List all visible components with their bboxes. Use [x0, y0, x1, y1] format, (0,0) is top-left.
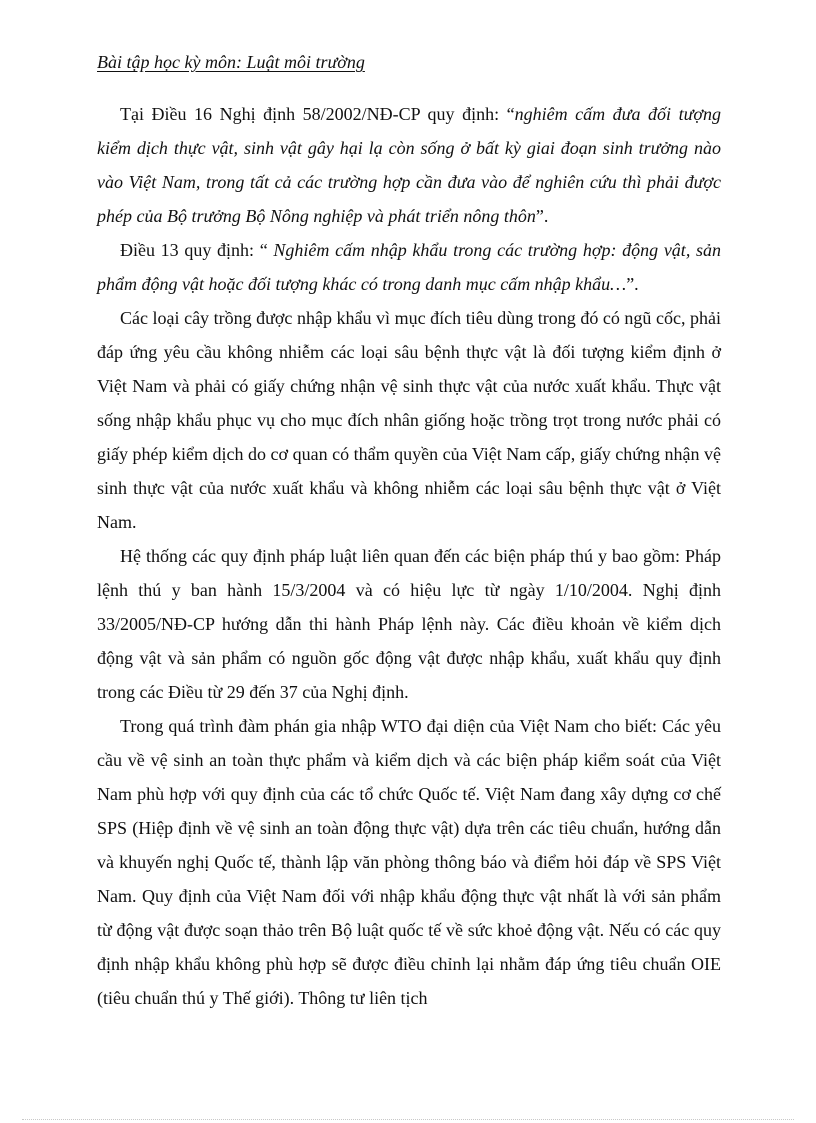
paragraph-text: ”. [535, 206, 549, 226]
paragraph-text: Trong quá trình đàm phán gia nhập WTO đại diện của Việt Nam cho biết: Các yêu cầu về vệ sinh an toàn thực phẩm và kiểm dịch và các biện pháp kiểm soát của Việt Nam phù hợp với quy định của các tổ chức Quốc tế. Việt Nam đang xây dựng cơ chế SPS (Hiệp định về vệ sinh an toàn động thực vật) dựa trên các tiêu chuẩn, hướng dẫn và khuyến nghị Quốc tế, thành lập văn phòng thông báo và điểm hỏi đáp về SPS Việt Nam. Quy định của Việt Nam đối với nhập khẩu động thực vật nhất là với sản phẩm từ động vật được soạn thảo trên Bộ luật quốc tế về sức khoẻ động vật. Nếu có các quy định nhập khẩu không phù hợp sẽ được điều chỉnh lại nhằm đáp ứng tiêu chuẩn OIE (tiêu chuẩn thú y Thế giới). Thông tư liên tịch [97, 716, 721, 1008]
paragraph-text: Hệ thống các quy định pháp luật liên quan đến các biện pháp thú y bao gồm: Pháp lệnh thú y ban hành 15/3/2004 và có hiệu lực từ ngày 1/10/2004. Nghị định 33/2005/NĐ-CP hướng dẫn thi hành Pháp lệnh này. Các điều khoản về kiểm dịch động vật và sản phẩm có nguồn gốc động vật được nhập khẩu, xuất khẩu quy định trong các Điều từ 29 đến 37 của Nghị định. [97, 546, 721, 702]
paragraph-wto-negotiation [97, 709, 721, 1015]
paragraph-text: Điều 13 quy định: “ [120, 240, 274, 260]
paragraph-article-13 [97, 233, 721, 301]
quoted-provision: Nghiêm cấm nhập khẩu trong các trường hợp: động vật, sản phẩm động vật hoặc đối tượng khác có trong danh mục cấm nhập khẩu… [97, 240, 721, 294]
paragraph-veterinary-measures [97, 539, 721, 709]
page-bottom-border [22, 1119, 794, 1120]
document-body [97, 97, 721, 1015]
paragraph-text: ”. [626, 274, 639, 294]
paragraph-text: Các loại cây trồng được nhập khẩu vì mục đích tiêu dùng trong đó có ngũ cốc, phải đáp ứng yêu cầu không nhiễm các loại sâu bệnh thực vật là đối tượng kiểm định ở Việt Nam và phải có giấy chứng nhận vệ sinh thực vật của nước xuất khẩu. Thực vật sống nhập khẩu phục vụ cho mục đích nhân giống hoặc trồng trọt trong nước phải có giấy phép kiểm dịch do cơ quan có thẩm quyền của Việt Nam cấp, giấy chứng nhận vệ sinh thực vật của nước xuất khẩu và không nhiễm các loại sâu bệnh thực vật ở Việt Nam. [97, 308, 721, 532]
page-header: Bài tập học kỳ môn: Luật môi trường [97, 52, 365, 72]
paragraph-decree-58 [97, 97, 721, 233]
quoted-provision: nghiêm cấm đưa đối tượng kiểm dịch thực vật, sinh vật gây hại lạ còn sống ở bất kỳ giai đoạn sinh trưởng nào vào Việt Nam, trong tất cả các trường hợp cần đưa vào để nghiên cứu thì phải được phép của Bộ trưởng Bộ Nông nghiệp và phát triển nông thôn [97, 104, 721, 226]
paragraph-plant-import [97, 301, 721, 539]
paragraph-text: Tại Điều 16 Nghị định 58/2002/NĐ-CP quy định: “ [120, 104, 515, 124]
